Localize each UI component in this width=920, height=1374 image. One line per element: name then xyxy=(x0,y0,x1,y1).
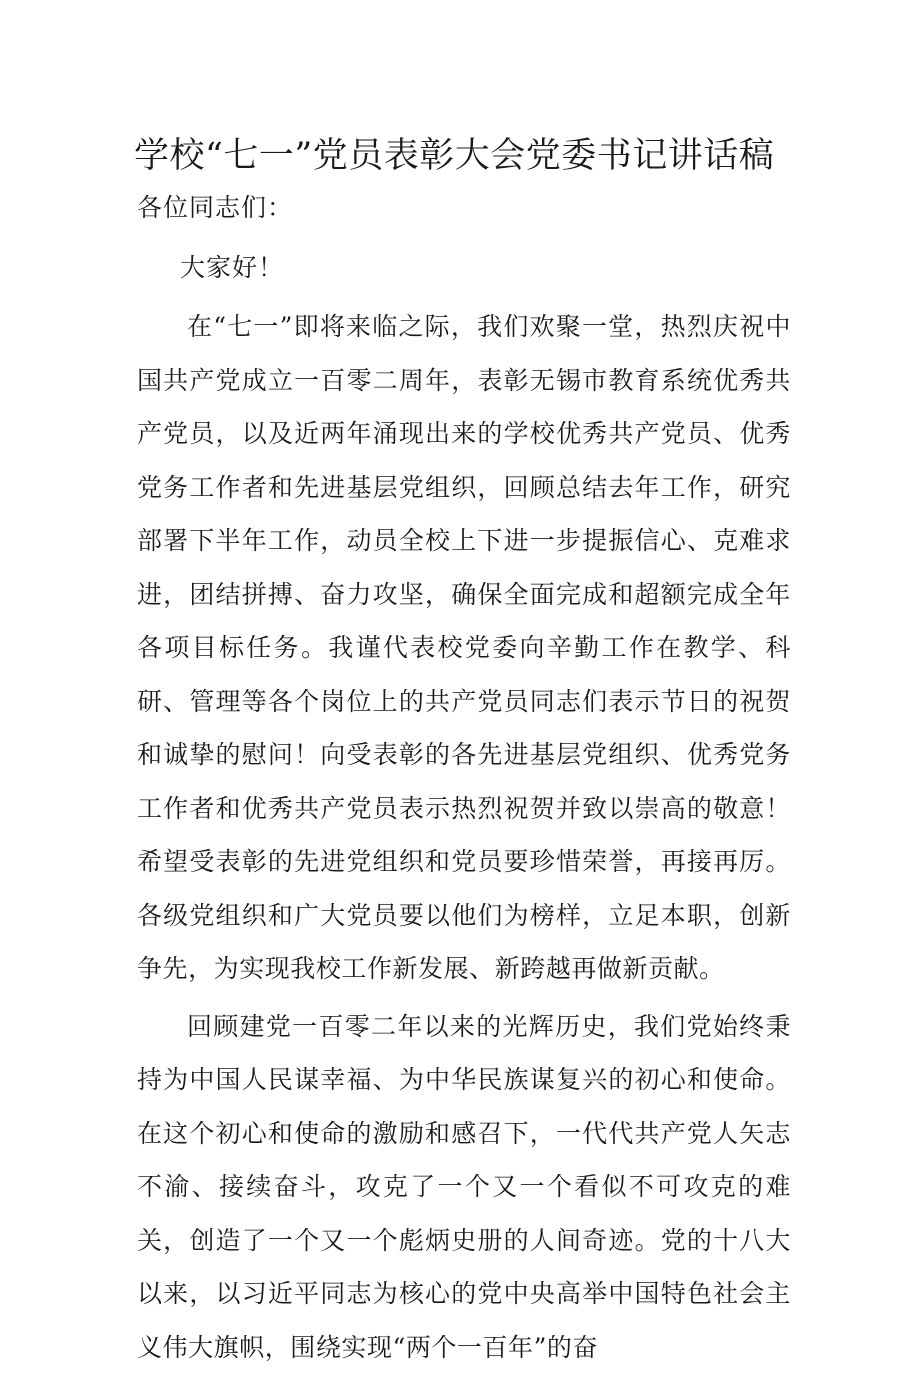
document-title: 学校“七一”党员表彰大会党委书记讲话稿 xyxy=(134,130,794,182)
document-body xyxy=(137,183,791,1374)
body-paragraph: 在“七一”即将来临之际，我们欢聚一堂，热烈庆祝中国共产党成立一百零二周年，表彰无锡市教育系统优秀共产党员，以及近两年涌现出来的学校优秀共产党员、优秀党务工作者和先进基层党组织，回顾总结去年工作，研究部署下半年工作，动员全校上下进一步提振信心、克难求进，团结拼搏、奋力攻坚，确保全面完成和超额完成全年各项目标任务。我谨代表校党委向辛勤工作在教学、科研、管理等各个岗位上的共产党员同志们表示节日的祝贺和诚挚的慰问！向受表彰的各先进基层党组织、优秀党务工作者和优秀共产党员表示热烈祝贺并致以崇高的敬意！希望受表彰的先进党组织和党员要珍惜荣誉，再接再厉。各级党组织和广大党员要以他们为榜样，立足本职，创新争先，为实现我校工作新发展、新跨越再做新贡献。 xyxy=(137,300,791,996)
salutation: 各位同志们： xyxy=(137,183,791,233)
greeting: 大家好！ xyxy=(137,243,791,293)
body-paragraph: 回顾建党一百零二年以来的光辉历史，我们党始终秉持为中国人民谋幸福、为中华民族谋复兴的初心和使命。在这个初心和使命的激励和感召下，一代代共产党人矢志不渝、接续奋斗，攻克了一个又一个看似不可攻克的难关，创造了一个又一个彪炳史册的人间奇迹。党的十八大以来，以习近平同志为核心的党中央高举中国特色社会主义伟大旗帜，围绕实现“两个一百年”的奋 xyxy=(137,1000,791,1374)
